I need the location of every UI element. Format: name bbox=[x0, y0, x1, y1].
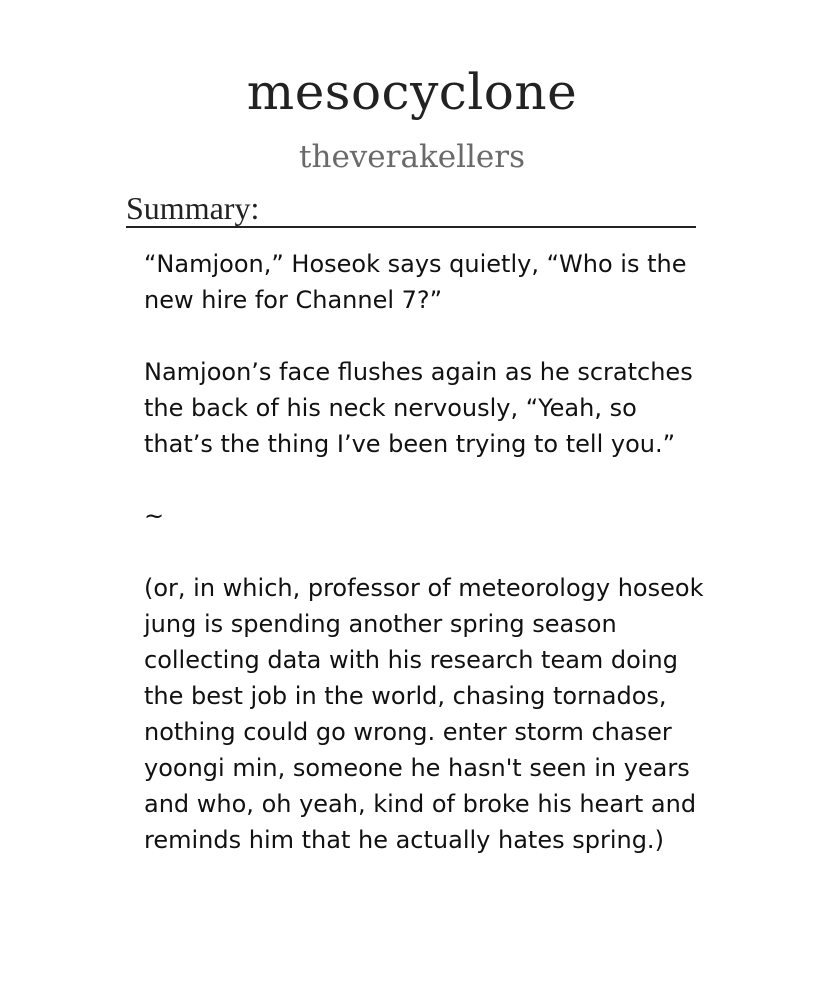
summary-heading: Summary: bbox=[126, 190, 696, 228]
summary-paragraph: Namjoon’s face flushes again as he scratches the back of his neck nervously, “Yeah, so that’s the thing I’ve been trying to tell you.” bbox=[144, 358, 693, 458]
summary-paragraph: (or, in which, professor of meteorology hoseok jung is spending another spring season collecting data with his research team doing the best job in the world, chasing tornados, nothing could go wrong. enter storm chaser yoongi min, someone he hasn't seen in years and who, oh yeah, kind of broke his heart and reminds him that he actually hates spring.) bbox=[144, 574, 704, 854]
summary-body bbox=[144, 246, 704, 858]
summary-divider: ~ bbox=[144, 502, 165, 530]
author-name[interactable]: theverakellers bbox=[299, 139, 525, 175]
summary-paragraph: “Namjoon,” Hoseok says quietly, “Who is the new hire for Channel 7?” bbox=[144, 250, 687, 314]
work-title: mesocyclone bbox=[246, 63, 578, 121]
